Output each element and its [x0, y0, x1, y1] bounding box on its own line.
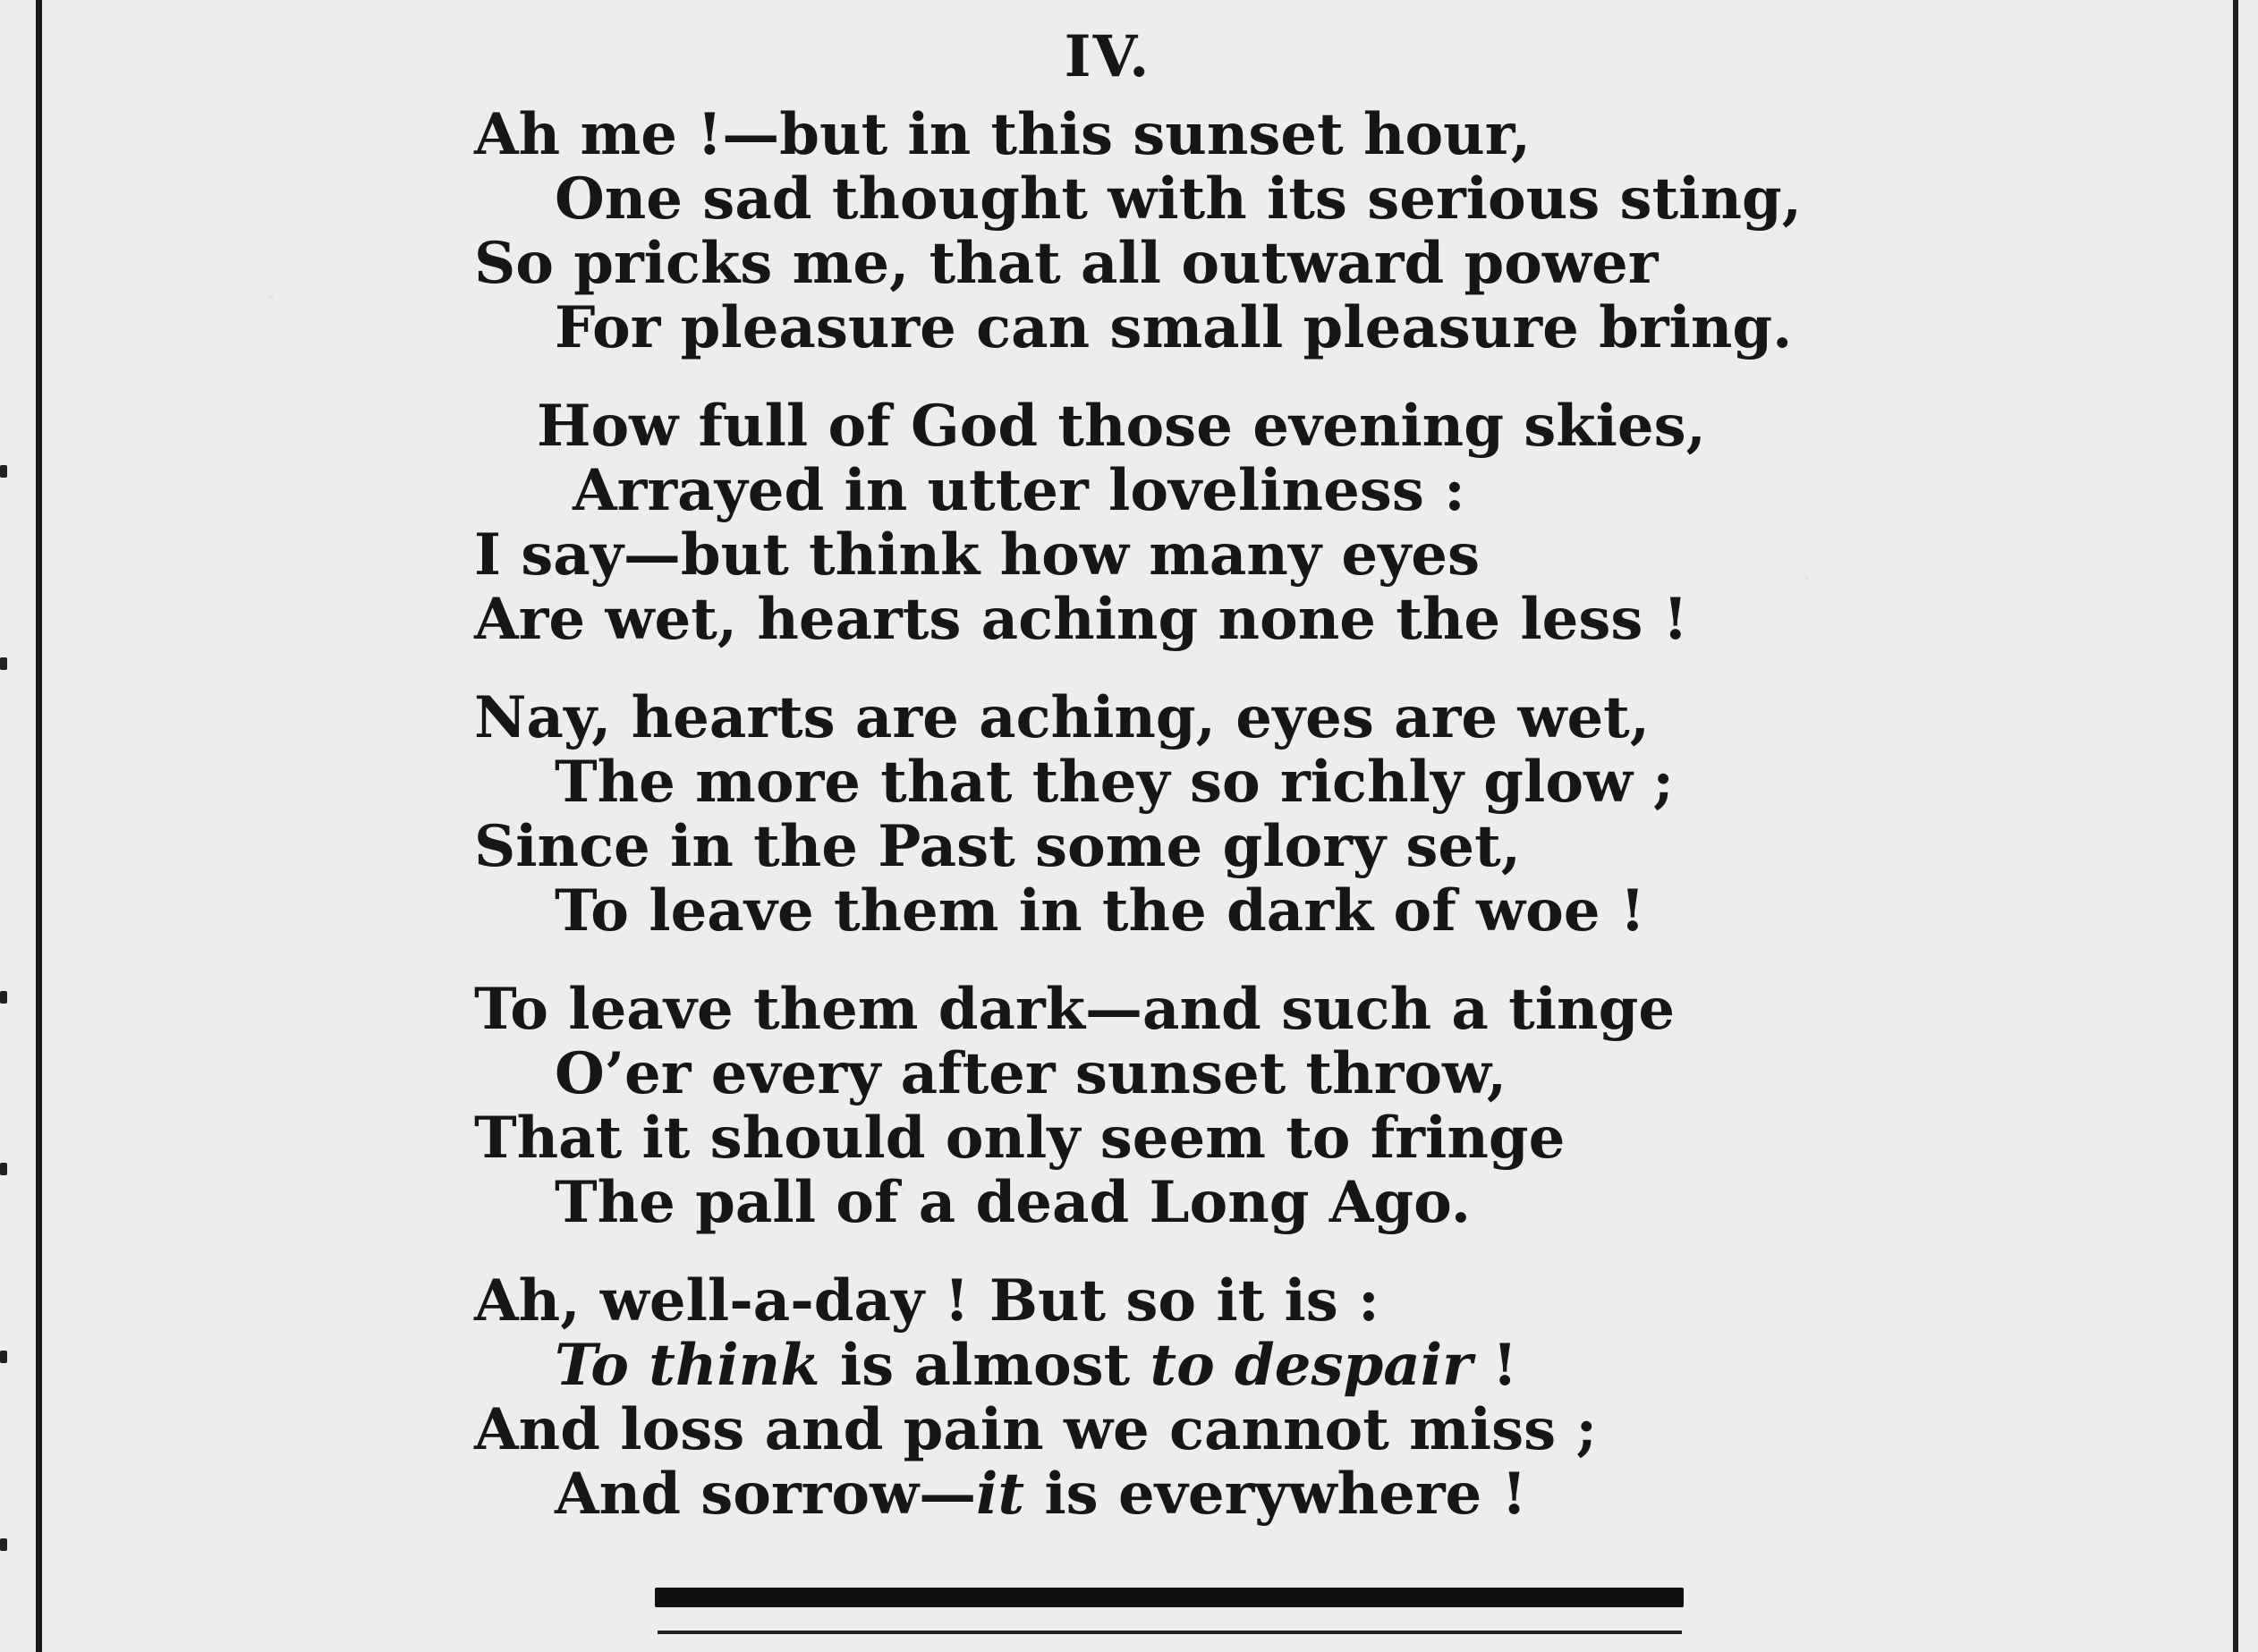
poem-stanza [474, 1269, 1861, 1527]
poem-stanza [474, 978, 1861, 1235]
left-column-rule [36, 0, 42, 1652]
poem-line [474, 1334, 1861, 1398]
poem-line: Nay, hearts are aching, eyes are wet, [474, 684, 1650, 751]
left-edge-mark [0, 657, 7, 670]
poem-line: To leave them dark—and such a tinge [474, 976, 1676, 1043]
poem-stanza [474, 394, 1861, 652]
left-edge-mark [0, 465, 7, 478]
poem-line: The pall of a dead Long Ago. [555, 1169, 1471, 1236]
poem-stanza [474, 103, 1861, 360]
poem-line: And loss and pain we cannot miss ; [474, 1396, 1598, 1463]
poem-line [474, 1462, 1861, 1527]
left-edge-mark [0, 1351, 7, 1363]
poem-line: Since in the Past some glory set, [474, 813, 1521, 880]
poem-line: For pleasure can small pleasure bring. [555, 294, 1793, 361]
left-edge-mark [0, 1163, 7, 1175]
poem-body [474, 103, 1861, 1561]
right-column-rule [2233, 0, 2238, 1652]
poem-line: Are wet, hearts aching none the less ! [474, 586, 1688, 653]
poem-italic-text: to despair [1150, 1332, 1473, 1399]
poem-line: That it should only seem to fringe [474, 1105, 1566, 1172]
poem-line: How full of God those evening skies, [537, 393, 1706, 460]
poem-line: Ah me !—but in this sunset hour, [474, 101, 1532, 168]
left-edge-mark [0, 1538, 7, 1551]
poem-text: is everywhere ! [1024, 1461, 1527, 1528]
poem-line: The more that they so richly glow ; [555, 749, 1675, 816]
poem-line: Ah, well-a-day ! But so it is : [474, 1267, 1379, 1334]
poem-italic-text: To think [555, 1332, 820, 1399]
poem-text: And sorrow— [555, 1461, 977, 1528]
poem-line: To leave them in the dark of woe ! [555, 877, 1645, 945]
poem-italic-text: it [976, 1461, 1025, 1528]
poem-text: ! [1472, 1332, 1518, 1399]
poem-text: is almost [819, 1332, 1150, 1399]
poem-line: I say—but think how many eyes [474, 521, 1481, 589]
poem-stanza [474, 686, 1861, 944]
poem-line: Arrayed in utter loveliness : [573, 457, 1465, 524]
poem-section-number: IV. [1064, 23, 1151, 90]
poem-line: One sad thought with its serious sting, [555, 165, 1802, 233]
footer-thin-rule [658, 1631, 1682, 1634]
poem-line: So pricks me, that all outward power [474, 230, 1659, 297]
left-edge-mark [0, 991, 7, 1004]
footer-thick-rule [655, 1588, 1684, 1607]
poem-line: O’er every after sunset throw, [555, 1040, 1507, 1107]
